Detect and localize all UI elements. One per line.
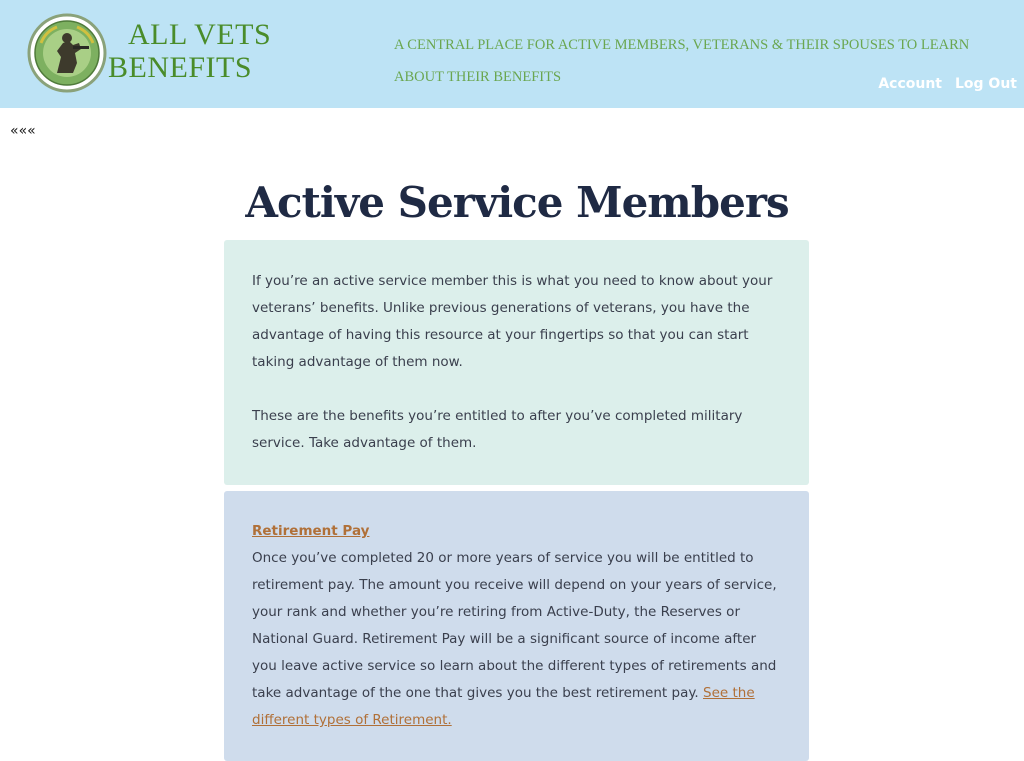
site-header bbox=[0, 0, 1024, 108]
account-link[interactable]: Account bbox=[878, 76, 942, 92]
site-title[interactable] bbox=[108, 18, 288, 84]
retirement-card bbox=[224, 491, 809, 761]
retirement-types-link[interactable]: See the different types of Retirement. bbox=[252, 685, 755, 728]
intro-paragraph-1: If you’re an active service member this is what you need to know about your veterans’ benefits. Unlike previous generations of veterans, you have the advantage of having this resource at your fingertips so that you can start taking advantage of them now. bbox=[252, 273, 773, 370]
site-title-line1: ALL VETS bbox=[128, 18, 272, 51]
header-nav bbox=[878, 76, 1017, 92]
retirement-body: Once you’ve completed 20 or more years of service you will be entitled to retirement pay. The amount you receive will depend on your years of service, your rank and whether you’re retiring from Active-Duty, the Reserves or National Guard. Retirement Pay will be a significant source of income after you leave active service so learn about the different types of retirements and take advantage of the one that gives you the best retirement pay. bbox=[252, 550, 777, 701]
logout-link[interactable]: Log Out bbox=[955, 76, 1017, 92]
soldier-emblem-icon[interactable] bbox=[27, 13, 107, 93]
retirement-pay-heading-link[interactable]: Retirement Pay bbox=[252, 523, 370, 539]
intro-paragraph-2: These are the benefits you’re entitled to after you’ve completed military service. Take advantage of them. bbox=[252, 408, 743, 451]
intro-card bbox=[224, 240, 809, 485]
site-tagline: A CENTRAL PLACE FOR ACTIVE MEMBERS, VETERANS & THEIR SPOUSES TO LEARN ABOUT THEIR BENEFITS bbox=[394, 37, 970, 85]
page-title: Active Service Members bbox=[245, 178, 789, 227]
site-title-line2: BENEFITS bbox=[108, 51, 253, 84]
back-link[interactable]: ««« bbox=[10, 123, 36, 139]
